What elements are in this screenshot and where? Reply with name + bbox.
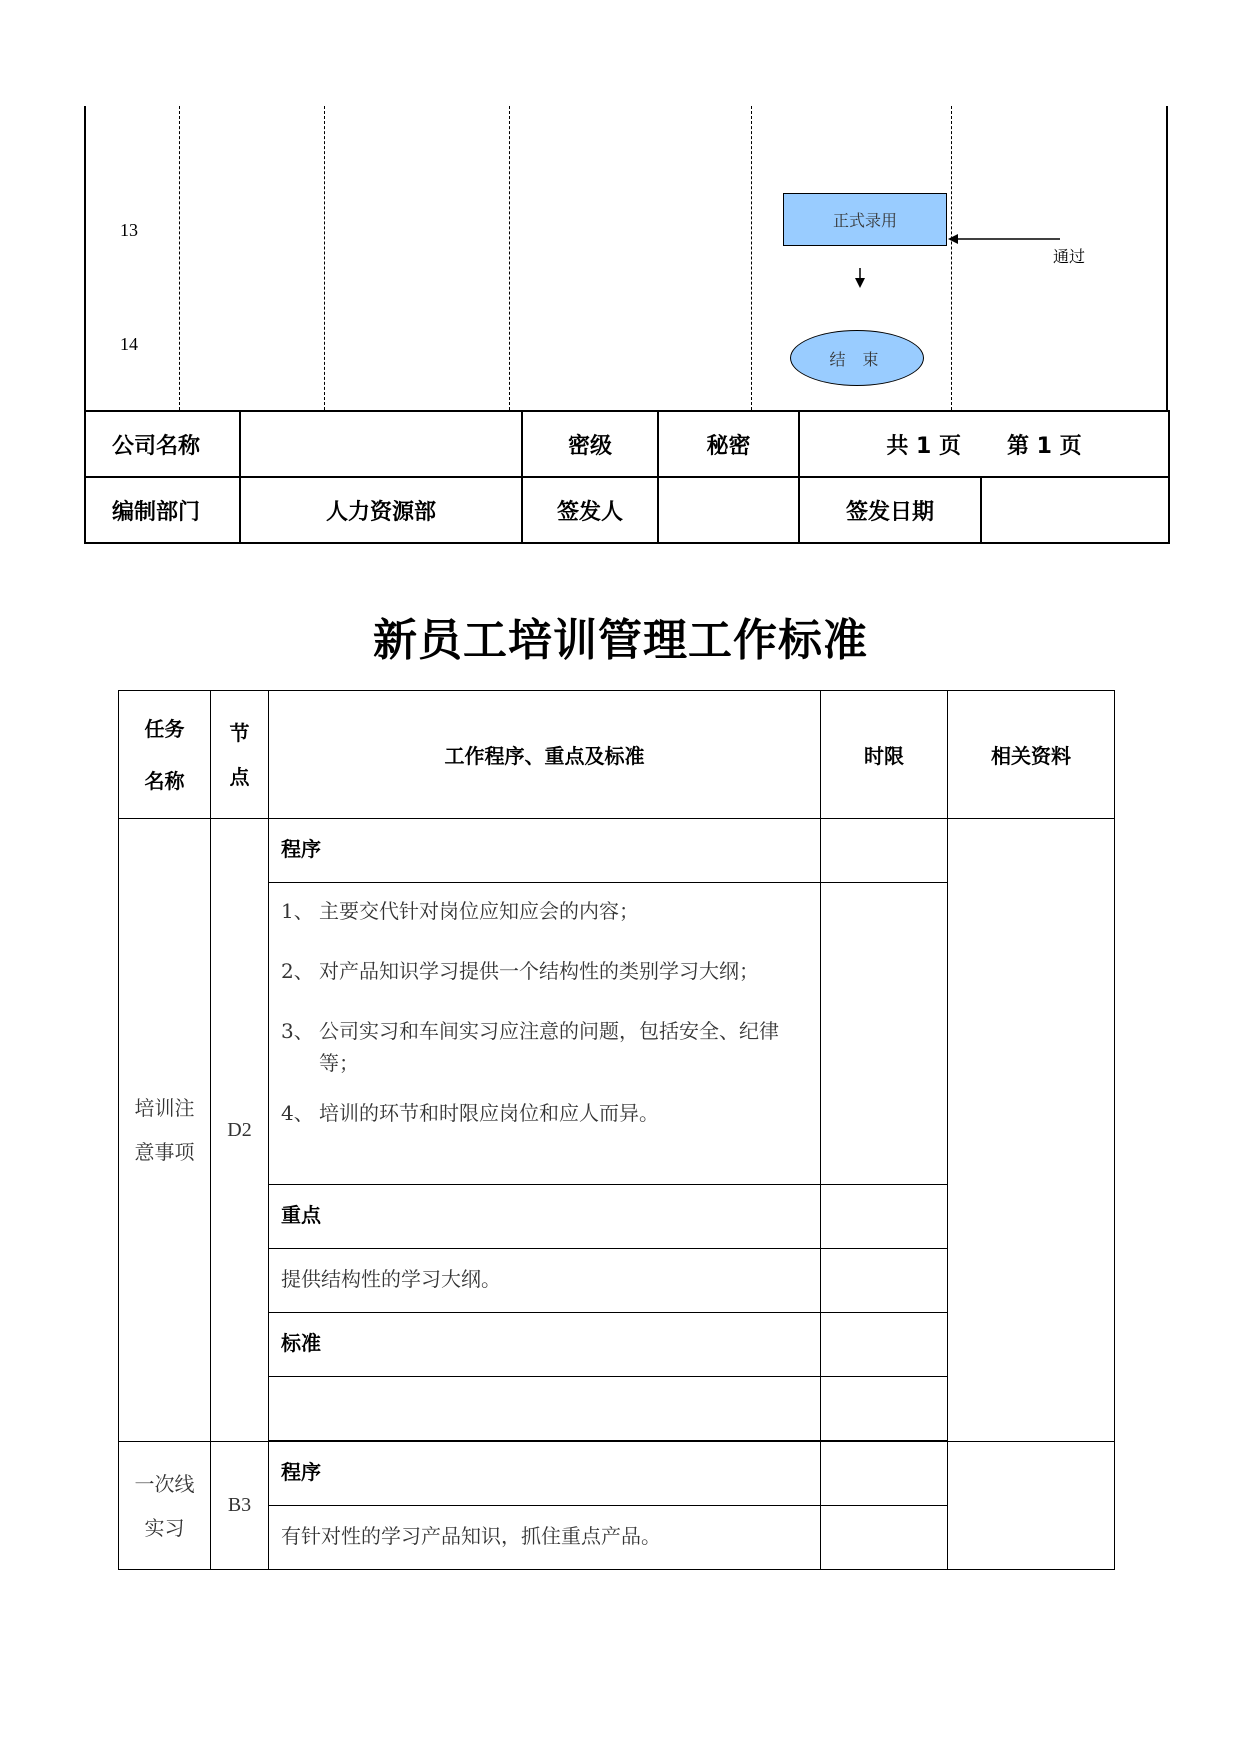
deadline-cell [821, 1185, 948, 1249]
work-standard-table [118, 690, 1115, 1570]
table-row [119, 1442, 1115, 1506]
secrecy-level-label: 密级 [522, 411, 658, 477]
flow-arrows [0, 0, 1241, 420]
list-item: 2、 对产品知识学习提供一个结构性的类别学习大纲； [281, 959, 759, 983]
company-name-label: 公司名称 [85, 411, 240, 477]
node-cell: D2 [211, 819, 269, 1442]
deadline-cell [821, 1249, 948, 1313]
deadline-cell [821, 1313, 948, 1377]
header-procedure: 工作程序、重点及标准 [269, 691, 821, 819]
table-row [119, 819, 1115, 883]
process-box-formal-hire: 正式录用 [783, 193, 947, 246]
document-title: 新员工培训管理工作标准 [373, 615, 868, 666]
arrow-label-pass: 通过 [1053, 247, 1086, 266]
procedure-text: 有针对性的学习产品知识，抓住重点产品。 [269, 1506, 821, 1570]
row-number-13: 13 [120, 220, 138, 240]
issuer-label: 签发人 [522, 477, 658, 543]
arrow-head-down [855, 278, 865, 288]
company-name-value [240, 411, 522, 477]
procedure-label: 程序 [269, 819, 821, 883]
issuer-value [658, 477, 799, 543]
key-points-label: 重点 [269, 1185, 821, 1249]
deadline-cell [821, 1442, 948, 1506]
row-number-14: 14 [120, 334, 138, 354]
table-header-row [119, 691, 1115, 819]
secrecy-level-value: 秘密 [658, 411, 799, 477]
flowchart [0, 0, 1241, 420]
procedure-label: 程序 [269, 1442, 821, 1506]
node-cell: B3 [211, 1442, 269, 1570]
document-info-table [84, 410, 1168, 542]
list-item: 1、 主要交代针对岗位应知应会的内容； [281, 899, 639, 923]
task-name-cell: 一次线 实习 [119, 1442, 211, 1570]
materials-cell [948, 1442, 1115, 1570]
standard-text [269, 1377, 821, 1441]
dept-label: 编制部门 [85, 477, 240, 543]
header-materials: 相关资料 [948, 691, 1115, 819]
materials-cell [948, 819, 1115, 1442]
list-item: 3、 公司实习和车间实习应注意的问题，包括安全、纪律等； [281, 1019, 779, 1075]
header-deadline: 时限 [821, 691, 948, 819]
standard-label: 标准 [269, 1313, 821, 1377]
deadline-cell [821, 1377, 948, 1441]
end-terminator: 结 束 [790, 330, 924, 386]
deadline-cell [821, 819, 948, 883]
task-name-cell: 培训注 意事项 [119, 819, 211, 1442]
list-item: 4、 培训的环节和时限应岗位和应人而异。 [281, 1101, 659, 1125]
header-task-name: 任务 名称 [119, 691, 211, 819]
arrow-head-pass [948, 234, 958, 244]
key-points-text: 提供结构性的学习大纲。 [269, 1249, 821, 1313]
issue-date-value [981, 477, 1169, 543]
deadline-cell [821, 1506, 948, 1570]
issue-date-label: 签发日期 [799, 477, 981, 543]
procedure-list [269, 883, 821, 1185]
dept-value: 人力资源部 [240, 477, 522, 543]
header-node: 节 点 [211, 691, 269, 819]
deadline-cell [821, 883, 948, 1185]
page-count: 共 1 页 第 1 页 [799, 411, 1169, 477]
